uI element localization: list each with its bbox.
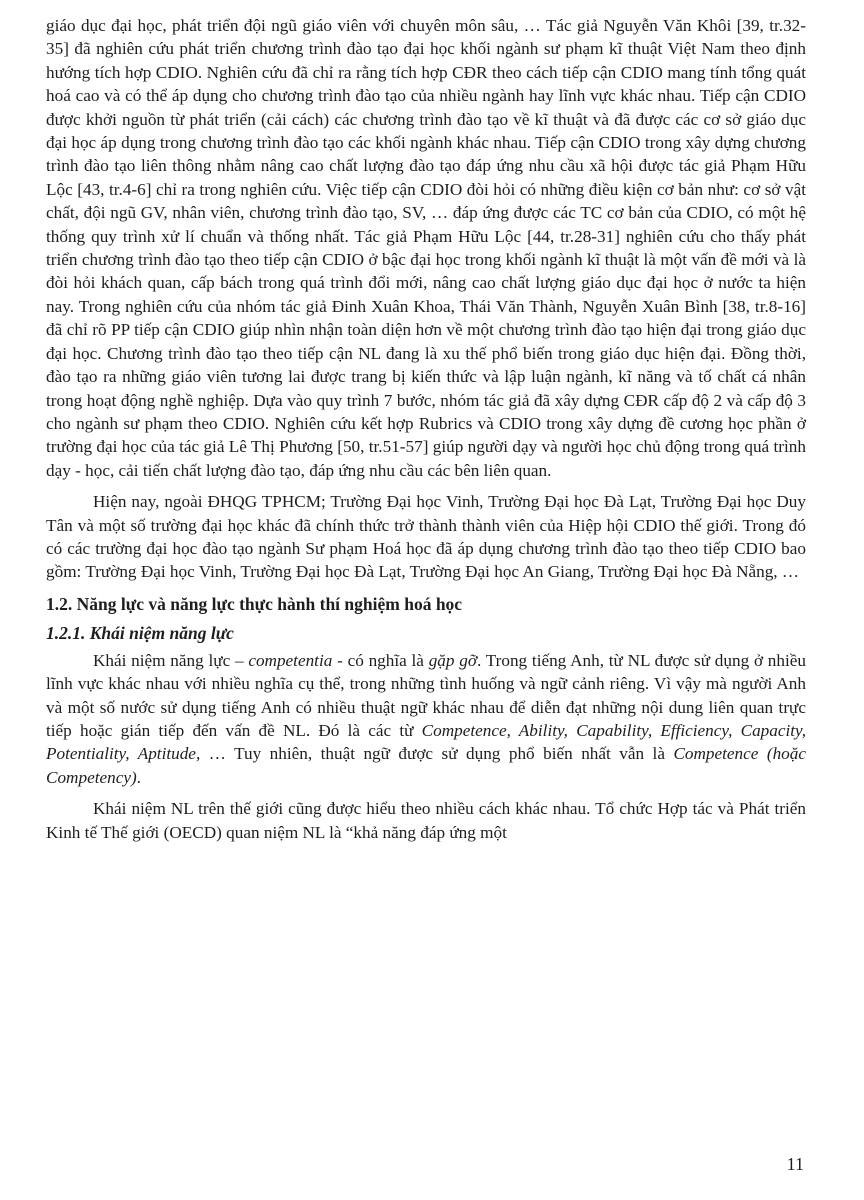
italic-term: Competence (hoặc Competency)	[46, 744, 806, 787]
body-paragraph-cdio-research: giáo dục đại học, phát triển đội ngũ giáo viên với chuyên môn sâu, … Tác giả Nguyễn Văn Khôi [39, tr.32-35] đã nghiên cứu phát triển chương trình đào tạo đại học khối ngành sư phạm kĩ thuật Việt Nam theo định hướng tích hợp CDIO. Nghiên cứu đã chỉ ra rằng tích hợp CĐR theo cách tiếp cận CDIO mang tính tổng quát hoá cao và có thể áp dụng cho chương trình đào tạo của nhiều ngành hay lĩnh vực khác nhau. Tiếp cận CDIO được khởi nguồn từ phát triển (cải cách) các chương trình đào tạo về kĩ thuật và đã được các cơ sở giáo dục đại học áp dụng trong chương trình đào tạo các khối ngành khác nhau. Tiếp cận CDIO trong xây dựng chương trình đào tạo liên thông nhằm nâng cao chất lượng đào tạo đáp ứng nhu cầu xã hội được tác giả Phạm Hữu Lộc [43, tr.4-6] chỉ ra trong nghiên cứu. Việc tiếp cận CDIO đòi hỏi có những điều kiện cơ bản như: cơ sở vật chất, đội ngũ GV, nhân viên, chương trình đào tạo, SV, … đáp ứng được các TC cơ bản của CDIO, có một hệ thống quy trình xử lí chuẩn và thống nhất. Tác giả Phạm Hữu Lộc [44, tr.28-31] nghiên cứu cho thấy phát triển chương trình đào tạo theo tiếp cận CDIO ở bậc đại học trong khối ngành kĩ thuật là một vấn đề mới và là đòi hỏi khách quan, cấp bách trong quá trình đổi mới, nâng cao chất lượng giáo dục đại học ở nước ta hiện nay. Trong nghiên cứu của nhóm tác giả Đinh Xuân Khoa, Thái Văn Thành, Nguyễn Xuân Bình [38, tr.8-16] đã chỉ rõ PP tiếp cận CDIO giúp nhìn nhận toàn diện hơn về một chương trình đào tạo hiện đại trong giáo dục đại học. Chương trình đào tạo theo tiếp cận NL đang là xu thế phổ biến trong giáo dục hiện đại. Đồng thời, đào tạo ra những giáo viên tương lai được trang bị kiến thức và lập luận ngành, kĩ năng và tố chất cá nhân trong hoạt động nghề nghiệp. Dựa vào quy trình 7 bước, nhóm tác giả đã xây dựng CĐR cấp độ 2 và cấp độ 3 cho ngành sư phạm theo CDIO. Nghiên cứu kết hợp Rubrics và CDIO trong xây dựng đề cương học phần ở trường đại học của tác giả Lê Thị Phương [50, tr.51-57] giúp người dạy và người học chủ động trong quá trình dạy - học, cải tiến chất lượng đào tạo, đáp ứng nhu cầu các bên liên quan.	[46, 16, 806, 480]
text-run: … Tuy nhiên, thuật ngữ được sử dụng phổ biến nhất vẫn là	[200, 744, 674, 764]
text-run: . Trong tiếng Anh, từ NL được sử dụng ở nhiều lĩnh vực khác nhau với nhiều nghĩa cụ thể, trong những tình huống và ngữ cảnh riêng. Vì vậy mà người Anh và một số nước sử dụng tiếng Anh có nhiều thuật ngữ khác nhau để diễn đạt những nội dung liên quan trực tiếp hoặc gián tiếp đến vấn đề NL. Đó là các từ	[46, 650, 806, 740]
italic-term: competentia	[248, 650, 333, 670]
section-heading: 1.2. Năng lực và năng lực thực hành thí nghiệm hoá học	[46, 593, 463, 614]
page-number: 11	[786, 1154, 804, 1174]
text-run: Khái niệm năng lực –	[93, 650, 249, 670]
italic-term: gặp gỡ	[428, 650, 477, 670]
subsection-heading: 1.2.1. Khái niệm năng lực	[46, 622, 234, 643]
body-paragraph-competence-term	[46, 649, 806, 789]
italic-term-list: Competence, Ability, Capability, Efficiency, Capacity, Potentiality, Aptitude,	[46, 720, 807, 764]
body-paragraph-cdio-universities: Hiện nay, ngoài ĐHQG TPHCM; Trường Đại học Vinh, Trường Đại học Đà Lạt, Trường Đại học Duy Tân và một số trường đại học khác đã chính thức trở thành thành viên của Hiệp hội CDIO thế giới. Trong đó có các trường đại học đào tạo ngành Sư phạm Hoá học đã áp dụng chương trình đào tạo theo tiếp CDIO bao gồm: Trường Đại học Vinh, Trường Đại học Đà Lạt, Trường Đại học An Giang, Trường Đại học Đà Nẵng, …	[46, 492, 806, 582]
body-paragraph-oecd-definition: Khái niệm NL trên thế giới cũng được hiểu theo nhiều cách khác nhau. Tổ chức Hợp tác và Phát triển Kinh tế Thế giới (OECD) quan niệm NL là “khả năng đáp ứng một	[46, 799, 806, 842]
text-run: .	[136, 767, 141, 787]
text-run: - có nghĩa là	[332, 650, 429, 670]
